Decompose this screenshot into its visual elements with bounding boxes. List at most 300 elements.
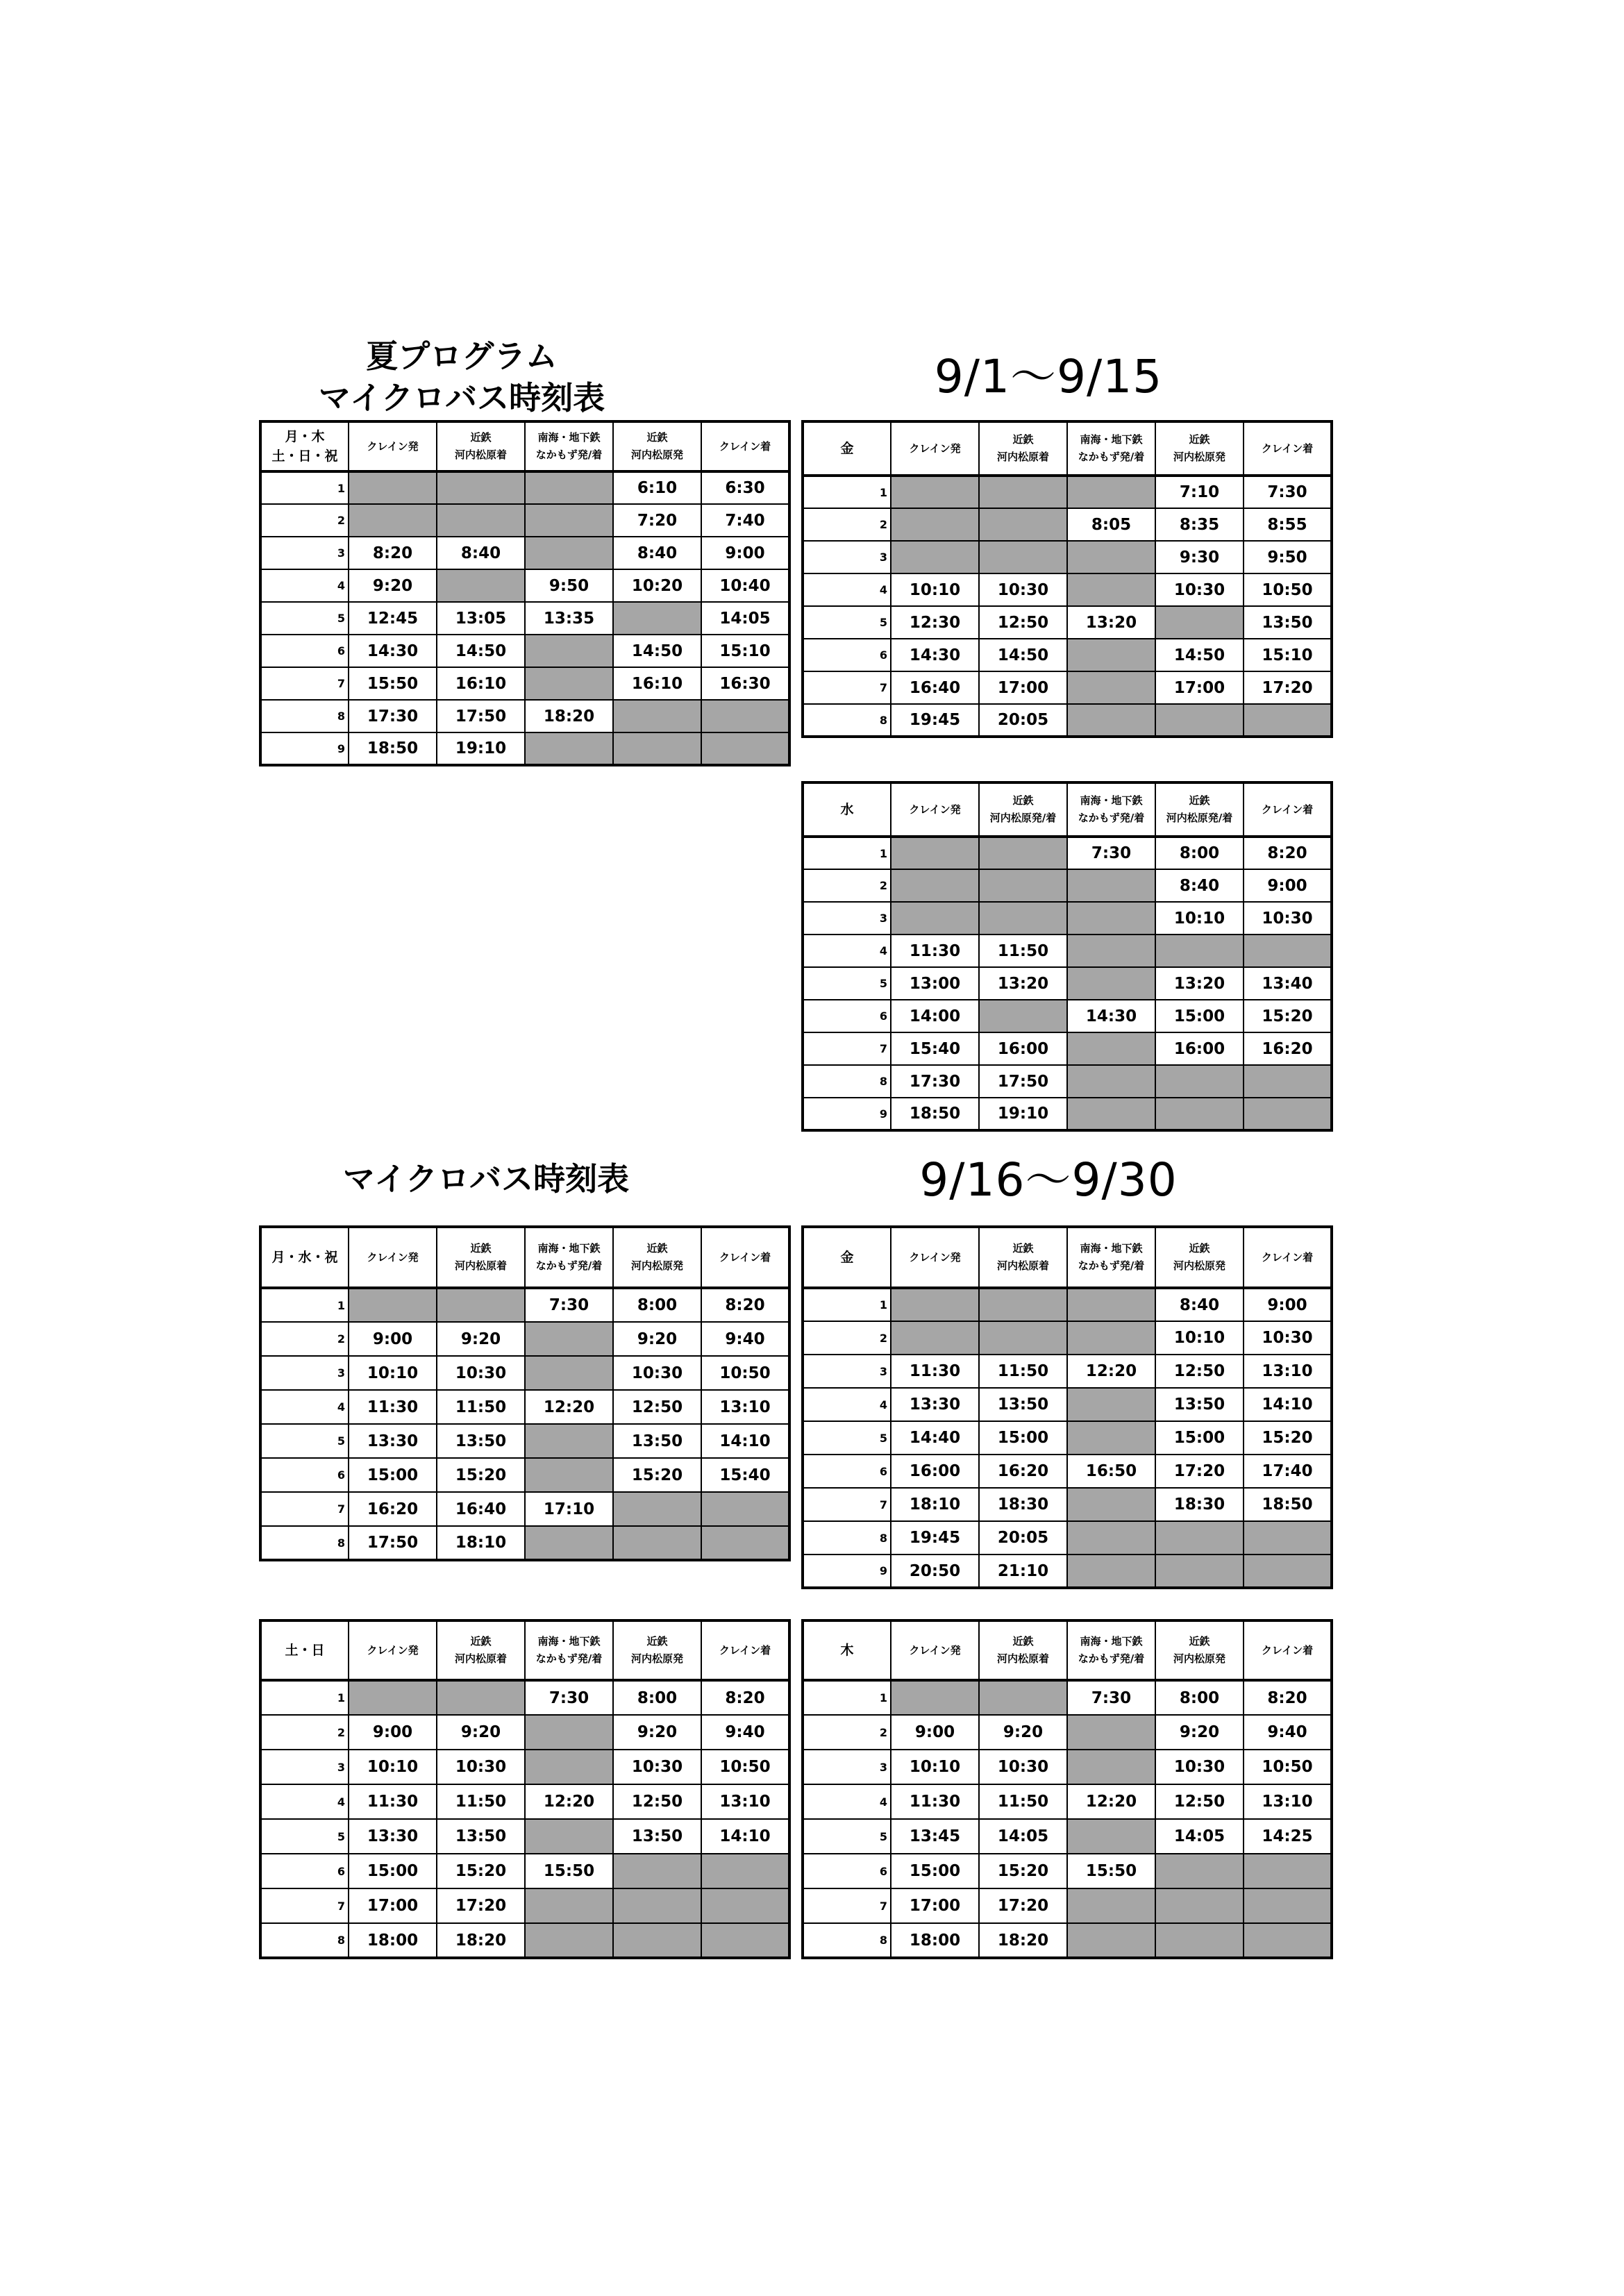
column-header: 南海・地下鉄 なかもず発/着 xyxy=(1067,421,1155,476)
run-number: 2 xyxy=(803,1715,891,1750)
time-cell xyxy=(525,1819,613,1854)
table-row xyxy=(803,639,1332,671)
time-cell xyxy=(437,1680,525,1715)
time-cell: 15:00 xyxy=(349,1854,437,1888)
time-cell: 12:20 xyxy=(525,1784,613,1819)
table-row xyxy=(260,1492,789,1526)
run-number: 8 xyxy=(803,1923,891,1958)
time-cell: 18:20 xyxy=(979,1923,1067,1958)
time-cell xyxy=(891,476,979,508)
time-cell: 15:00 xyxy=(1155,1421,1244,1455)
time-cell xyxy=(349,1680,437,1715)
time-cell: 13:30 xyxy=(349,1424,437,1458)
time-cell xyxy=(1067,1288,1155,1321)
time-cell: 11:50 xyxy=(979,1355,1067,1388)
time-cell: 11:50 xyxy=(437,1390,525,1424)
time-cell: 18:20 xyxy=(525,700,613,732)
time-cell: 16:50 xyxy=(1067,1455,1155,1488)
run-number: 3 xyxy=(803,1355,891,1388)
time-cell: 13:50 xyxy=(613,1819,701,1854)
table-row xyxy=(260,1680,789,1715)
time-cell: 17:10 xyxy=(525,1492,613,1526)
time-cell xyxy=(525,1458,613,1492)
day-label: 水 xyxy=(803,782,891,837)
time-cell: 10:30 xyxy=(979,1750,1067,1784)
table-row xyxy=(803,1455,1332,1488)
time-cell xyxy=(1244,1065,1332,1098)
time-cell xyxy=(525,504,613,537)
day-label: 金 xyxy=(803,421,891,476)
run-number: 5 xyxy=(260,1819,349,1854)
run-number: 8 xyxy=(260,1923,349,1958)
time-cell: 12:50 xyxy=(979,606,1067,639)
time-cell xyxy=(1155,1923,1244,1958)
table-row xyxy=(803,1098,1332,1130)
time-cell xyxy=(1244,704,1332,737)
table-row xyxy=(260,569,789,602)
time-cell: 17:00 xyxy=(891,1888,979,1923)
time-cell xyxy=(525,1356,613,1390)
time-cell: 6:10 xyxy=(613,471,701,504)
time-cell: 10:10 xyxy=(349,1356,437,1390)
time-cell: 8:00 xyxy=(613,1680,701,1715)
time-cell xyxy=(1067,573,1155,606)
time-cell: 9:40 xyxy=(701,1322,789,1356)
time-cell: 6:30 xyxy=(701,471,789,504)
run-number: 3 xyxy=(803,541,891,573)
table-row xyxy=(803,1032,1332,1065)
time-cell: 9:50 xyxy=(525,569,613,602)
time-cell: 16:20 xyxy=(1244,1032,1332,1065)
table-row xyxy=(803,1819,1332,1854)
run-number: 3 xyxy=(260,1750,349,1784)
time-cell xyxy=(525,635,613,667)
time-cell: 14:05 xyxy=(701,602,789,635)
time-cell: 12:45 xyxy=(349,602,437,635)
run-number: 9 xyxy=(260,732,349,765)
time-cell xyxy=(1155,1098,1244,1130)
time-cell xyxy=(979,541,1067,573)
time-cell xyxy=(1155,1521,1244,1555)
time-cell xyxy=(613,1492,701,1526)
time-cell: 15:20 xyxy=(613,1458,701,1492)
time-cell xyxy=(525,732,613,765)
column-header: クレイン発 xyxy=(349,1227,437,1288)
table-row xyxy=(260,1854,789,1888)
time-cell: 13:10 xyxy=(701,1784,789,1819)
column-header: クレイン着 xyxy=(1244,1620,1332,1680)
time-cell xyxy=(1067,1321,1155,1355)
time-cell: 12:50 xyxy=(1155,1784,1244,1819)
run-number: 5 xyxy=(803,1421,891,1455)
time-cell: 17:20 xyxy=(979,1888,1067,1923)
run-number: 4 xyxy=(803,935,891,967)
time-cell: 10:10 xyxy=(1155,1321,1244,1355)
time-cell: 21:10 xyxy=(979,1555,1067,1588)
time-cell: 17:20 xyxy=(1155,1455,1244,1488)
time-cell: 10:10 xyxy=(891,573,979,606)
day-label: 月・木 土・日・祝 xyxy=(260,421,349,471)
timetable-title: マイクロバス時刻表 xyxy=(318,379,605,417)
time-cell: 18:50 xyxy=(349,732,437,765)
time-cell: 8:20 xyxy=(701,1288,789,1322)
time-cell: 13:20 xyxy=(1067,606,1155,639)
run-number: 6 xyxy=(803,1854,891,1888)
time-cell: 14:10 xyxy=(701,1819,789,1854)
time-cell: 18:30 xyxy=(1155,1488,1244,1521)
time-cell: 14:50 xyxy=(979,639,1067,671)
time-cell: 16:30 xyxy=(701,667,789,700)
time-cell xyxy=(1067,967,1155,1000)
timetable-friday-1 xyxy=(801,420,1333,738)
time-cell xyxy=(891,837,979,869)
time-cell: 9:00 xyxy=(891,1715,979,1750)
column-header: クレイン着 xyxy=(701,421,789,471)
table-row xyxy=(260,667,789,700)
column-header: 南海・地下鉄 なかもず発/着 xyxy=(1067,1620,1155,1680)
table-row xyxy=(803,1784,1332,1819)
time-cell xyxy=(1067,1065,1155,1098)
column-header: 近鉄 河内松原発 xyxy=(613,1620,701,1680)
time-cell xyxy=(701,1854,789,1888)
time-cell: 8:05 xyxy=(1067,508,1155,541)
run-number: 1 xyxy=(803,1288,891,1321)
time-cell: 14:50 xyxy=(1155,639,1244,671)
run-number: 4 xyxy=(803,573,891,606)
time-cell: 7:30 xyxy=(1067,1680,1155,1715)
time-cell xyxy=(1244,1923,1332,1958)
time-cell: 14:10 xyxy=(701,1424,789,1458)
column-header: クレイン発 xyxy=(891,1620,979,1680)
time-cell: 11:30 xyxy=(349,1784,437,1819)
time-cell xyxy=(1155,704,1244,737)
time-cell: 10:20 xyxy=(613,569,701,602)
time-cell: 10:40 xyxy=(701,569,789,602)
run-number: 9 xyxy=(803,1555,891,1588)
table-row xyxy=(803,1321,1332,1355)
run-number: 6 xyxy=(803,1000,891,1032)
time-cell: 13:30 xyxy=(349,1819,437,1854)
time-cell: 8:00 xyxy=(613,1288,701,1322)
time-cell: 8:20 xyxy=(349,537,437,569)
time-cell xyxy=(349,504,437,537)
run-number: 6 xyxy=(803,639,891,671)
time-cell xyxy=(1067,902,1155,935)
timetable-thursday xyxy=(801,1619,1333,1959)
table-row xyxy=(803,837,1332,869)
time-cell: 13:50 xyxy=(437,1819,525,1854)
run-number: 3 xyxy=(803,902,891,935)
run-number: 1 xyxy=(260,471,349,504)
time-cell: 8:40 xyxy=(437,537,525,569)
day-label: 土・日 xyxy=(260,1620,349,1680)
table-row xyxy=(803,1888,1332,1923)
time-cell: 8:20 xyxy=(1244,837,1332,869)
column-header: 南海・地下鉄 なかもず発/着 xyxy=(1067,782,1155,837)
time-cell: 10:30 xyxy=(979,573,1067,606)
time-cell: 16:20 xyxy=(349,1492,437,1526)
time-cell: 14:25 xyxy=(1244,1819,1332,1854)
time-cell xyxy=(1244,1854,1332,1888)
time-cell xyxy=(1155,1888,1244,1923)
table-row xyxy=(803,1923,1332,1958)
time-cell: 10:50 xyxy=(1244,573,1332,606)
time-cell: 12:30 xyxy=(891,606,979,639)
time-cell xyxy=(613,700,701,732)
time-cell: 13:40 xyxy=(1244,967,1332,1000)
column-header: 近鉄 河内松原着 xyxy=(437,1620,525,1680)
time-cell xyxy=(437,504,525,537)
day-label: 木 xyxy=(803,1620,891,1680)
run-number: 6 xyxy=(260,635,349,667)
table-row xyxy=(803,869,1332,902)
time-cell: 18:00 xyxy=(349,1923,437,1958)
time-cell xyxy=(525,1526,613,1560)
column-header: 近鉄 河内松原着 xyxy=(979,1227,1067,1288)
table-row xyxy=(260,1424,789,1458)
time-cell: 10:30 xyxy=(1244,1321,1332,1355)
column-header: 近鉄 河内松原発 xyxy=(1155,1620,1244,1680)
time-cell: 15:20 xyxy=(1244,1421,1332,1455)
time-cell: 16:20 xyxy=(979,1455,1067,1488)
run-number: 7 xyxy=(803,1032,891,1065)
run-number: 6 xyxy=(803,1455,891,1488)
time-cell: 14:50 xyxy=(613,635,701,667)
table-row xyxy=(803,935,1332,967)
time-cell: 19:10 xyxy=(979,1098,1067,1130)
time-cell xyxy=(525,1750,613,1784)
time-cell: 10:10 xyxy=(349,1750,437,1784)
run-number: 8 xyxy=(803,1065,891,1098)
time-cell: 13:50 xyxy=(1244,606,1332,639)
time-cell: 12:50 xyxy=(1155,1355,1244,1388)
table-row xyxy=(803,1750,1332,1784)
table-row xyxy=(260,1356,789,1390)
table-row xyxy=(260,537,789,569)
time-cell xyxy=(1155,1065,1244,1098)
time-cell: 10:30 xyxy=(437,1356,525,1390)
time-cell: 17:00 xyxy=(349,1888,437,1923)
time-cell: 10:30 xyxy=(613,1750,701,1784)
time-cell: 13:10 xyxy=(1244,1784,1332,1819)
time-cell xyxy=(525,1715,613,1750)
run-number: 2 xyxy=(803,1321,891,1355)
run-number: 5 xyxy=(260,602,349,635)
column-header: クレイン発 xyxy=(891,421,979,476)
time-cell: 9:00 xyxy=(1244,1288,1332,1321)
time-cell: 19:10 xyxy=(437,732,525,765)
run-number: 4 xyxy=(260,569,349,602)
time-cell xyxy=(891,869,979,902)
time-cell: 8:35 xyxy=(1155,508,1244,541)
time-cell xyxy=(1067,704,1155,737)
column-header: 近鉄 河内松原発/着 xyxy=(979,782,1067,837)
table-row xyxy=(803,967,1332,1000)
time-cell xyxy=(891,1288,979,1321)
time-cell xyxy=(1067,1555,1155,1588)
time-cell xyxy=(613,1923,701,1958)
time-cell xyxy=(1067,1098,1155,1130)
time-cell: 7:10 xyxy=(1155,476,1244,508)
time-cell xyxy=(979,837,1067,869)
time-cell: 18:20 xyxy=(437,1923,525,1958)
time-cell: 17:40 xyxy=(1244,1455,1332,1488)
run-number: 8 xyxy=(803,1521,891,1555)
time-cell: 16:10 xyxy=(613,667,701,700)
time-cell: 8:20 xyxy=(1244,1680,1332,1715)
column-header: 近鉄 河内松原着 xyxy=(979,1620,1067,1680)
time-cell xyxy=(1067,541,1155,573)
time-cell: 16:00 xyxy=(1155,1032,1244,1065)
table-row xyxy=(260,1784,789,1819)
table-row xyxy=(803,1421,1332,1455)
time-cell: 11:30 xyxy=(349,1390,437,1424)
time-cell xyxy=(1244,1555,1332,1588)
run-number: 4 xyxy=(803,1388,891,1421)
timetable-weekend xyxy=(259,1619,791,1959)
run-number: 1 xyxy=(803,837,891,869)
time-cell: 13:50 xyxy=(979,1388,1067,1421)
table-row xyxy=(803,1715,1332,1750)
time-cell: 8:00 xyxy=(1155,1680,1244,1715)
time-cell xyxy=(613,1526,701,1560)
time-cell: 15:20 xyxy=(437,1854,525,1888)
time-cell: 7:30 xyxy=(525,1680,613,1715)
time-cell xyxy=(1067,1388,1155,1421)
time-cell: 14:50 xyxy=(437,635,525,667)
time-cell: 9:00 xyxy=(349,1715,437,1750)
table-row xyxy=(803,476,1332,508)
time-cell xyxy=(701,1526,789,1560)
time-cell xyxy=(1155,935,1244,967)
column-header: クレイン発 xyxy=(349,421,437,471)
column-header: 近鉄 河内松原発 xyxy=(1155,1227,1244,1288)
time-cell: 9:20 xyxy=(613,1715,701,1750)
time-cell: 13:50 xyxy=(437,1424,525,1458)
time-cell: 9:20 xyxy=(613,1322,701,1356)
time-cell: 13:50 xyxy=(613,1424,701,1458)
time-cell xyxy=(1067,1521,1155,1555)
column-header: 近鉄 河内松原発 xyxy=(613,421,701,471)
time-cell: 8:40 xyxy=(1155,869,1244,902)
time-cell: 9:40 xyxy=(701,1715,789,1750)
time-cell: 15:00 xyxy=(979,1421,1067,1455)
column-header: クレイン発 xyxy=(891,782,979,837)
table-row xyxy=(260,1923,789,1958)
time-cell: 10:50 xyxy=(701,1750,789,1784)
time-cell: 16:00 xyxy=(891,1455,979,1488)
time-cell: 18:10 xyxy=(891,1488,979,1521)
time-cell xyxy=(979,1000,1067,1032)
time-cell: 17:00 xyxy=(1155,671,1244,704)
run-number: 6 xyxy=(260,1458,349,1492)
time-cell xyxy=(1067,1715,1155,1750)
column-header: クレイン着 xyxy=(1244,421,1332,476)
column-header: クレイン着 xyxy=(1244,782,1332,837)
time-cell: 12:20 xyxy=(1067,1355,1155,1388)
time-cell xyxy=(525,667,613,700)
table-row xyxy=(803,1065,1332,1098)
time-cell: 10:50 xyxy=(1244,1750,1332,1784)
time-cell: 7:30 xyxy=(525,1288,613,1322)
time-cell: 15:40 xyxy=(701,1458,789,1492)
run-number: 2 xyxy=(260,1322,349,1356)
run-number: 4 xyxy=(260,1390,349,1424)
time-cell: 15:50 xyxy=(349,667,437,700)
run-number: 3 xyxy=(260,1356,349,1390)
time-cell: 20:05 xyxy=(979,704,1067,737)
table-row xyxy=(260,1458,789,1492)
time-cell xyxy=(525,1923,613,1958)
time-cell xyxy=(525,471,613,504)
table-row xyxy=(803,1388,1332,1421)
table-row xyxy=(260,1819,789,1854)
column-header: クレイン着 xyxy=(1244,1227,1332,1288)
time-cell: 15:10 xyxy=(701,635,789,667)
table-row xyxy=(803,671,1332,704)
column-header: 近鉄 河内松原着 xyxy=(437,421,525,471)
time-cell xyxy=(613,602,701,635)
time-cell xyxy=(349,1288,437,1322)
time-cell xyxy=(701,732,789,765)
table-row xyxy=(803,902,1332,935)
time-cell xyxy=(979,1321,1067,1355)
time-cell: 18:10 xyxy=(437,1526,525,1560)
time-cell: 10:30 xyxy=(1155,1750,1244,1784)
time-cell xyxy=(613,1888,701,1923)
time-cell: 8:20 xyxy=(701,1680,789,1715)
run-number: 1 xyxy=(803,476,891,508)
time-cell: 14:30 xyxy=(891,639,979,671)
time-cell: 12:20 xyxy=(525,1390,613,1424)
time-cell: 14:30 xyxy=(1067,1000,1155,1032)
time-cell: 20:50 xyxy=(891,1555,979,1588)
time-cell xyxy=(437,569,525,602)
table-row xyxy=(803,606,1332,639)
time-cell: 9:00 xyxy=(349,1322,437,1356)
table-row xyxy=(803,1288,1332,1321)
run-number: 7 xyxy=(260,1888,349,1923)
table-row xyxy=(260,504,789,537)
time-cell xyxy=(613,1854,701,1888)
table-row xyxy=(803,541,1332,573)
run-number: 2 xyxy=(260,1715,349,1750)
time-cell: 17:50 xyxy=(437,700,525,732)
table-row xyxy=(803,1355,1332,1388)
time-cell: 13:10 xyxy=(1244,1355,1332,1388)
time-cell: 15:00 xyxy=(349,1458,437,1492)
run-number: 5 xyxy=(803,606,891,639)
time-cell: 10:50 xyxy=(701,1356,789,1390)
time-cell xyxy=(979,1288,1067,1321)
run-number: 5 xyxy=(260,1424,349,1458)
table-row xyxy=(803,1000,1332,1032)
run-number: 5 xyxy=(803,1819,891,1854)
time-cell: 12:20 xyxy=(1067,1784,1155,1819)
time-cell xyxy=(979,508,1067,541)
time-cell xyxy=(1067,1888,1155,1923)
time-cell: 13:20 xyxy=(979,967,1067,1000)
time-cell: 15:50 xyxy=(525,1854,613,1888)
time-cell: 17:50 xyxy=(979,1065,1067,1098)
table-row xyxy=(260,1390,789,1424)
run-number: 3 xyxy=(803,1750,891,1784)
time-cell xyxy=(1155,606,1244,639)
column-header: 近鉄 河内松原発/着 xyxy=(1155,782,1244,837)
time-cell xyxy=(1244,935,1332,967)
run-number: 8 xyxy=(803,704,891,737)
table-row xyxy=(260,1526,789,1560)
